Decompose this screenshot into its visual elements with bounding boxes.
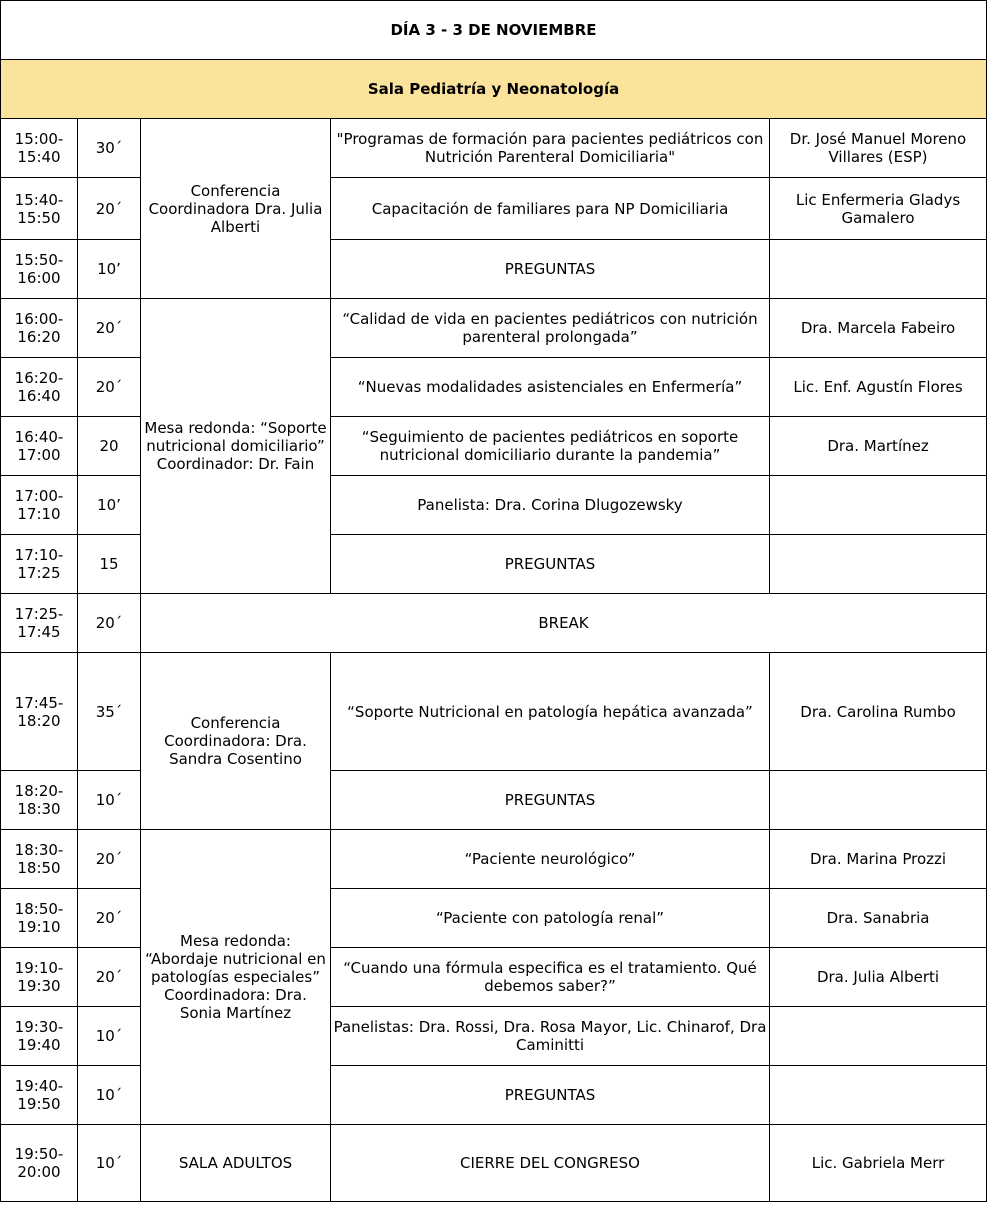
time-cell: 15:50- 16:00 <box>1 240 78 299</box>
duration-cell: 20´ <box>78 889 141 948</box>
duration-cell: 20´ <box>78 948 141 1007</box>
time-cell: 17:25- 17:45 <box>1 594 78 653</box>
room-header-row <box>1 60 987 119</box>
speaker-cell: Dra. Carolina Rumbo <box>770 653 987 771</box>
duration-cell: 10´ <box>78 771 141 830</box>
talk-title-cell: PREGUNTAS <box>331 240 770 299</box>
speaker-cell: Dr. José Manuel Moreno Villares (ESP) <box>770 119 987 178</box>
table-row <box>1 1125 987 1202</box>
duration-cell: 20´ <box>78 178 141 240</box>
talk-title-cell: “Cuando una fórmula especifica es el tratamiento. Qué debemos saber?” <box>331 948 770 1007</box>
room-title: Sala Pediatría y Neonatología <box>1 60 987 119</box>
duration-cell: 10’ <box>78 476 141 535</box>
time-cell: 17:45- 18:20 <box>1 653 78 771</box>
speaker-cell: Lic. Enf. Agustín Flores <box>770 358 987 417</box>
time-cell: 19:50- 20:00 <box>1 1125 78 1202</box>
time-cell: 16:00- 16:20 <box>1 299 78 358</box>
duration-cell: 15 <box>78 535 141 594</box>
speaker-cell: Dra. Martínez <box>770 417 987 476</box>
speaker-cell: Lic. Gabriela Merr <box>770 1125 987 1202</box>
duration-cell: 20´ <box>78 830 141 889</box>
duration-cell: 30´ <box>78 119 141 178</box>
duration-cell: 10´ <box>78 1125 141 1202</box>
talk-title-cell: PREGUNTAS <box>331 1066 770 1125</box>
talk-title-cell: CIERRE DEL CONGRESO <box>331 1125 770 1202</box>
duration-cell: 35´ <box>78 653 141 771</box>
duration-cell: 20´ <box>78 358 141 417</box>
table-row <box>1 299 987 358</box>
talk-title-cell: "Programas de formación para pacientes pediátricos con Nutrición Parenteral Domiciliaria" <box>331 119 770 178</box>
time-cell: 19:10- 19:30 <box>1 948 78 1007</box>
table-row <box>1 653 987 771</box>
talk-title-cell: Panelistas: Dra. Rossi, Dra. Rosa Mayor, Lic. Chinarof, Dra Caminitti <box>331 1007 770 1066</box>
time-cell: 18:20- 18:30 <box>1 771 78 830</box>
time-cell: 19:30- 19:40 <box>1 1007 78 1066</box>
talk-title-cell: “Paciente neurológico” <box>331 830 770 889</box>
day-title: DÍA 3 - 3 DE NOVIEMBRE <box>1 1 987 60</box>
table-row <box>1 830 987 889</box>
duration-cell: 10´ <box>78 1007 141 1066</box>
session-cell: SALA ADULTOS <box>141 1125 331 1202</box>
duration-cell: 10´ <box>78 1066 141 1125</box>
time-cell: 15:00- 15:40 <box>1 119 78 178</box>
talk-title-cell: “Soporte Nutricional en patología hepática avanzada” <box>331 653 770 771</box>
duration-cell: 10’ <box>78 240 141 299</box>
talk-title-cell: PREGUNTAS <box>331 771 770 830</box>
talk-title-cell: Capacitación de familiares para NP Domiciliaria <box>331 178 770 240</box>
speaker-cell <box>770 771 987 830</box>
time-cell: 17:00- 17:10 <box>1 476 78 535</box>
duration-cell: 20´ <box>78 299 141 358</box>
speaker-cell <box>770 1066 987 1125</box>
duration-cell: 20 <box>78 417 141 476</box>
session-cell: Conferencia Coordinadora: Dra. Sandra Cosentino <box>141 653 331 830</box>
talk-title-cell: PREGUNTAS <box>331 535 770 594</box>
table-row <box>1 119 987 178</box>
time-cell: 16:20- 16:40 <box>1 358 78 417</box>
time-cell: 19:40- 19:50 <box>1 1066 78 1125</box>
time-cell: 16:40- 17:00 <box>1 417 78 476</box>
session-cell: Mesa redonda: “Soporte nutricional domiciliario” Coordinador: Dr. Fain <box>141 299 331 594</box>
speaker-cell: Lic Enfermeria Gladys Gamalero <box>770 178 987 240</box>
speaker-cell: Dra. Marcela Fabeiro <box>770 299 987 358</box>
speaker-cell: Dra. Julia Alberti <box>770 948 987 1007</box>
talk-title-cell: Panelista: Dra. Corina Dlugozewsky <box>331 476 770 535</box>
talk-title-cell: “Paciente con patología renal” <box>331 889 770 948</box>
break-cell: BREAK <box>141 594 987 653</box>
time-cell: 17:10- 17:25 <box>1 535 78 594</box>
day-header-row <box>1 1 987 60</box>
speaker-cell <box>770 476 987 535</box>
speaker-cell: Dra. Sanabria <box>770 889 987 948</box>
speaker-cell <box>770 535 987 594</box>
time-cell: 15:40- 15:50 <box>1 178 78 240</box>
talk-title-cell: “Seguimiento de pacientes pediátricos en soporte nutricional domiciliario durante la pandemia” <box>331 417 770 476</box>
talk-title-cell: “Calidad de vida en pacientes pediátricos con nutrición parenteral prolongada” <box>331 299 770 358</box>
talk-title-cell: “Nuevas modalidades asistenciales en Enfermería” <box>331 358 770 417</box>
speaker-cell: Dra. Marina Prozzi <box>770 830 987 889</box>
speaker-cell <box>770 1007 987 1066</box>
session-cell: Conferencia Coordinadora Dra. Julia Alberti <box>141 119 331 299</box>
duration-cell: 20´ <box>78 594 141 653</box>
time-cell: 18:50- 19:10 <box>1 889 78 948</box>
speaker-cell <box>770 240 987 299</box>
session-cell: Mesa redonda: “Abordaje nutricional en patologías especiales” Coordinadora: Dra. Sonia Martínez <box>141 830 331 1125</box>
time-cell: 18:30- 18:50 <box>1 830 78 889</box>
table-row <box>1 594 987 653</box>
